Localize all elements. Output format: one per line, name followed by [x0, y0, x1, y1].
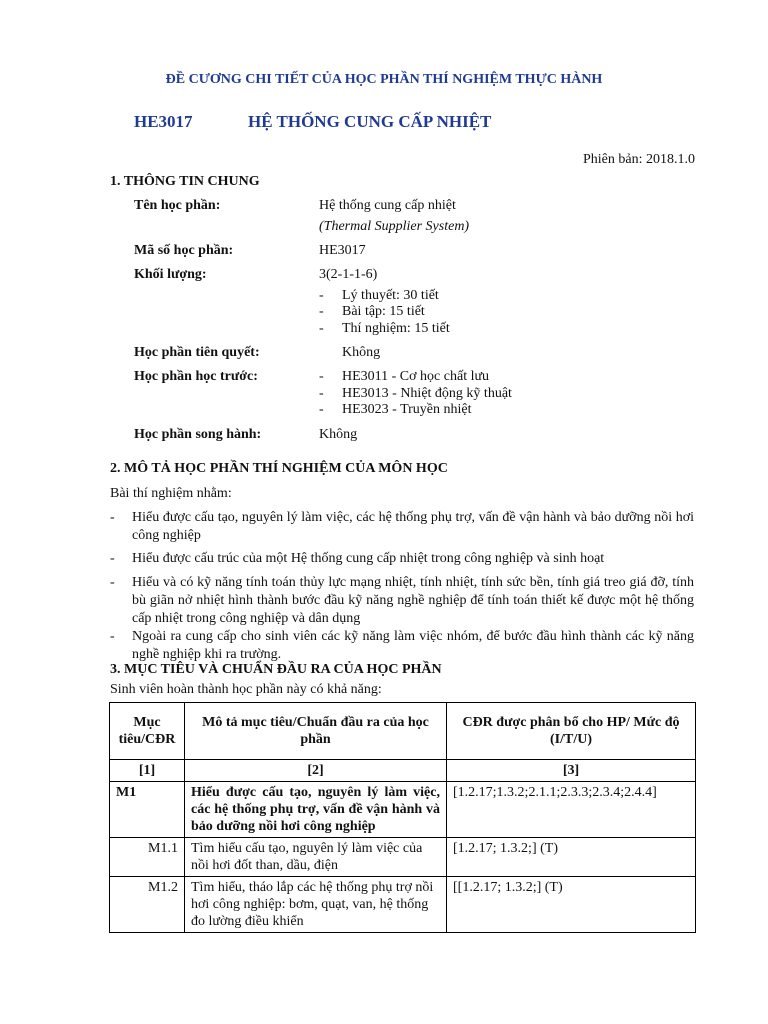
workload-item: Bài tập: 15 tiết: [342, 304, 425, 319]
course-code: HE3017: [134, 112, 193, 131]
corequisite-label: Học phần song hành:: [134, 427, 262, 442]
list-item-text: Hiểu được cấu trúc của một Hệ thống cung cấp nhiệt trong công nghiệp và sinh hoạt: [132, 551, 605, 566]
list-dash: -: [319, 402, 324, 417]
prerequisite-label: Học phần tiên quyết:: [134, 345, 260, 360]
workload-value: 3(2-1-1-6): [319, 267, 378, 282]
objective-cdr: [[1.2.17; 1.3.2;] (T): [447, 877, 696, 933]
workload-label: Khối lượng:: [134, 267, 207, 282]
corequisite-value: Không: [319, 427, 358, 442]
course-code-value: HE3017: [319, 243, 366, 258]
section-2-intro: Bài thí nghiệm nhằm:: [110, 486, 232, 501]
prerequisite-value: Không: [342, 345, 381, 360]
list-dash: -: [110, 629, 115, 644]
index-cell: [1]: [110, 760, 185, 782]
course-name-value: Hệ thống cung cấp nhiệt: [319, 198, 456, 213]
objectives-table: [109, 702, 696, 933]
list-item: [110, 574, 694, 628]
section-2-title: 2. MÔ TẢ HỌC PHẦN THÍ NGHIỆM CỦA MÔN HỌC: [110, 461, 448, 476]
index-cell: [3]: [447, 760, 696, 782]
objective-description: Hiểu được cấu tạo, nguyên lý làm việc, các hệ thống phụ trợ, vấn đề vận hành và bảo dưỡng nồi hơi công nghiệp: [185, 782, 447, 838]
list-item: [110, 628, 694, 664]
objective-cdr: [1.2.17;1.3.2;2.1.1;2.3.3;2.3.4;2.4.4]: [447, 782, 696, 838]
objective-cdr: [1.2.17; 1.3.2;] (T): [447, 838, 696, 877]
table-row: [110, 877, 696, 933]
course-name: HỆ THỐNG CUNG CẤP NHIỆT: [248, 112, 492, 131]
prior-course-label: Học phần học trước:: [134, 369, 258, 384]
column-header: Mô tả mục tiêu/Chuẩn đầu ra của học phần: [185, 703, 447, 760]
section-3-intro: Sinh viên hoàn thành học phần này có khả năng:: [110, 682, 382, 697]
course-code-label: Mã số học phần:: [134, 243, 234, 258]
course-name-label: Tên học phần:: [134, 198, 221, 213]
prior-course-item: HE3011 - Cơ học chất lưu: [342, 369, 490, 384]
document-title: ĐỀ CƯƠNG CHI TIẾT CỦA HỌC PHẦN THÍ NGHIỆM THỰC HÀNH: [165, 72, 603, 87]
list-dash: -: [319, 304, 324, 319]
workload-item: Thí nghiệm: 15 tiết: [342, 321, 450, 336]
list-item-text: Hiểu được cấu tạo, nguyên lý làm việc, các hệ thống phụ trợ, vấn đề vận hành và bảo dưỡng nồi hơi công nghiệp: [132, 510, 694, 543]
workload-item: Lý thuyết: 30 tiết: [342, 288, 439, 303]
version-label: Phiên bản: 2018.1.0: [583, 152, 695, 167]
list-dash: -: [110, 510, 115, 525]
objective-id: M1.2: [110, 877, 185, 933]
list-dash: -: [110, 551, 115, 566]
index-cell: [2]: [185, 760, 447, 782]
objective-id: M1: [110, 782, 185, 838]
list-dash: -: [319, 386, 324, 401]
objective-id: M1.1: [110, 838, 185, 877]
list-dash: -: [319, 321, 324, 336]
objective-description: Tìm hiểu, tháo lắp các hệ thống phụ trợ nồi hơi công nghiệp: bơm, quạt, van, hệ thống đo lường điều khiển: [185, 877, 447, 933]
objective-description: Tìm hiểu cấu tạo, nguyên lý làm việc của nồi hơi đốt than, dầu, điện: [185, 838, 447, 877]
prior-course-item: HE3023 - Truyền nhiệt: [342, 402, 472, 417]
table-row: [110, 782, 696, 838]
prior-course-item: HE3013 - Nhiệt động kỹ thuật: [342, 386, 512, 401]
course-name-english: (Thermal Supplier System): [319, 219, 470, 234]
list-item: [110, 509, 694, 545]
section-1-title: 1. THÔNG TIN CHUNG: [110, 174, 260, 189]
table-row: [110, 838, 696, 877]
table-header-row: [110, 703, 696, 760]
list-dash: -: [319, 369, 324, 384]
list-dash: -: [319, 288, 324, 303]
column-header: CĐR được phân bổ cho HP/ Mức độ (I/T/U): [447, 703, 696, 760]
list-dash: -: [110, 575, 115, 590]
list-item-text: Ngoài ra cung cấp cho sinh viên các kỹ năng làm việc nhóm, để bước đầu hình thành các kỹ năng nghề nghiệp khi ra trường.: [132, 629, 694, 662]
section-3-title: 3. MỤC TIÊU VÀ CHUẨN ĐẦU RA CỦA HỌC PHẦN: [110, 662, 442, 677]
table-index-row: [110, 760, 696, 782]
list-item-text: Hiểu và có kỹ năng tính toán thủy lực mạng nhiệt, tính nhiệt, tính sức bền, tính giá treo giá đỡ, tính bù giãn nở nhiệt hình thành bước đầu kỹ năng nghề nghiệp để tính toán thiết kế được một hệ thống cấp nhiệt trong công nghiệp và dân dụng: [132, 575, 694, 626]
list-item: [110, 550, 694, 568]
column-header: Mục tiêu/CĐR: [110, 703, 185, 760]
